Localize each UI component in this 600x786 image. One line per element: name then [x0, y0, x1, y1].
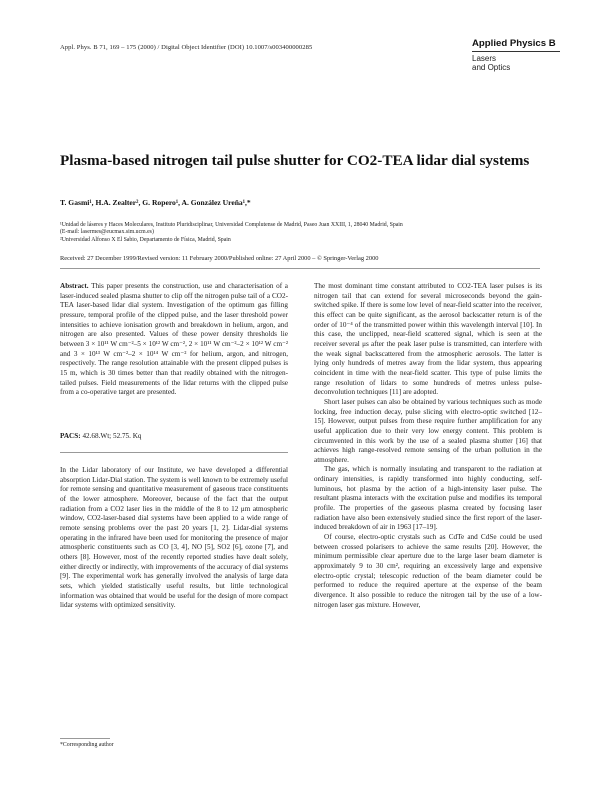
masthead-divider [472, 51, 560, 52]
affiliation-2: ²Universidad Alfonso X El Sabio, Departamento de Física, Madrid, Spain [60, 236, 231, 243]
pacs-codes [60, 432, 288, 440]
abstract [60, 282, 288, 398]
left-column-body [60, 466, 288, 611]
journal-subtitle-line1: Lasers [472, 54, 497, 63]
abstract-label: Abstract. [60, 282, 89, 290]
author-list: T. Gasmi¹, H.A. Zealter², G. Ropero¹, A. González Ureña¹,* [60, 198, 251, 207]
right-column-body [314, 282, 542, 610]
journal-masthead [472, 38, 562, 72]
body-paragraph: Of course, electro-optic crystals such as CdTe and CdSe could be used between crossed polarisers to achieve the same results [20]. However, the minimum permissible clear aperture due to the large laser beam diameter is approximately 9 to 30 cm², requiring an excessively large and expensive electro-optic crystal; telescopic reduction of the beam diameter could be performed to reduce the required aperture at the expense of the beam divergence. It also possible to reduce the nitrogen tail by the use of a low-nitrogen laser gas mixture. However, [314, 533, 542, 609]
affiliations [60, 222, 550, 244]
pacs-text: 42.68.Wt; 52.75. Kq [82, 432, 142, 440]
body-paragraph: In the Lidar laboratory of our Institute, we have developed a differential absorption Lidar-Dial station. The system is well known to be extremely useful for remote sensing and quantitative measurement of gaseous trace constituents of the lower atmosphere. Moreover, because of the fact that the output radiation from a CO2 laser lies in the middle of the 8 to 12 μm atmospheric window, CO2-laser-based dial systems have been applied to a wide range of remote sensing problems over the past 20 years [1, 2]. Lidar-dial systems operating in the infrared have been used for monitoring the presence of major atmospheric constituents such as CO [3, 4], NO [5], SO2 [6], ozone [7], and others [8]. However, most of the recently reported studies have dealt solely, either directly or indirectly, with improvements of the accuracy of dial systems [9]. The experimental work has generally involved the analysis of large data sets, which yielded statistically useful results, but little technological information was obtained that would be useful for the design of more compact lidar systems with optimized sensitivity. [60, 466, 288, 610]
body-paragraph: Short laser pulses can also be obtained by various techniques such as mode locking, free induction decay, pulse slicing with electro-optic switched [12–15]. However, output pulses from these require further amplification for any useful application due to their very low energy content. This problem is circumvented in this work by the use of a sealed plasma shutter [16] that achieves high range-resolved remote sensing of the urban pollution in the atmosphere. [314, 397, 542, 464]
body-paragraph: The most dominant time constant attributed to CO2-TEA laser pulses is its nitrogen tail that can extend for several microseconds beyond the gain-switched spike. If there is some low level of near-field scatter into the receiver, this effect can be quite significant, as the aerosol backscatter return is of the order of 10⁻⁴ of the transmitted power within this wavelength interval [10]. In this case, the unclipped, near-field scattered signal, which is seen at the receiver several μs after the peak laser pulse is transmitted, can interfere with the weak signal backscattered from the atmospheric aerosols. The latter is lying only hundreds of metres away from the lidar system, thus appearing coincident in time with the near-field scatter. This type of pulse limits the range resolution of lidars to some hundreds of metres unless pulse-deconvolution techniques [11] are adopted. [314, 282, 542, 397]
abstract-paragraph [60, 282, 288, 398]
header-divider [60, 268, 540, 269]
received-dates: Received: 27 December 1999/Revised version: 11 February 2000/Published online: 27 April 2000 – © Springer-Verlag 2000 [60, 255, 379, 262]
journal-citation: Appl. Phys. B 71, 169 – 175 (2000) / Digital Object Identifier (DOI) 10.1007/s003400000285 [60, 44, 313, 51]
journal-subtitle-line2: and Optics [472, 63, 511, 73]
article-title: Plasma-based nitrogen tail pulse shutter for CO2-TEA lidar dial systems [60, 152, 530, 169]
pacs-label: PACS: [60, 432, 81, 440]
affiliation-1-email: (E-mail: lasermes@eucmax.sim.ucm.es) [60, 229, 154, 236]
footnote: *Corresponding author [60, 742, 114, 748]
abstract-text: This paper presents the construction, use and characterisation of a laser-induced sealed plasma shutter to clip off the nitrogen pulse tail of a CO2-TEA laser-based lidar dial system. Investigation of the optimum gas filling pressure, temporal profile of the clipped pulse, and the laser threshold power intensities to achieve ionisation growth and breakdown in helium, argon, and nitrogen are also presented. Values of these power density thresholds lie between 3 × 10¹¹ W cm⁻²–5 × 10¹² W cm⁻², 2 × 10¹¹ W cm⁻²–2 × 10¹² W cm⁻² and 3 × 10¹³ W cm⁻²–2 × 10¹⁴ W cm⁻² for helium, argon, and nitrogen, respectively. The range resolution attainable with the present clipped pulses is 15 m, which is 30 times better than that readily obtained with the nitrogen-tailed pulses. Field measurements of the lidar returns with the clipped pulse from a co-operative target are presented. [60, 282, 289, 397]
body-paragraph: The gas, which is normally insulating and transparent to the radiation at ordinary intensities, is rapidly transformed into highly conducting, self-luminous, hot plasma by the action of a high-intensity laser pulse. The resultant plasma interacts with the excitation pulse and modifies its temporal profile. The properties of the gaseous plasma created by focusing laser radiation have also been extensively studied since the first report of the laser-induced breakdown of air in 1963 [17–19]. [314, 465, 542, 532]
footnote-divider [60, 738, 110, 739]
abstract-divider [60, 452, 288, 453]
affiliation-1: ¹Unidad de láseres y Haces Moleculares, Instituto Pluridisciplinar, Universidad Complutense de Madrid, Paseo Juan XXIII, 1, 28040 Madrid, Spain [60, 222, 403, 228]
journal-title: Applied Physics B [472, 38, 556, 49]
